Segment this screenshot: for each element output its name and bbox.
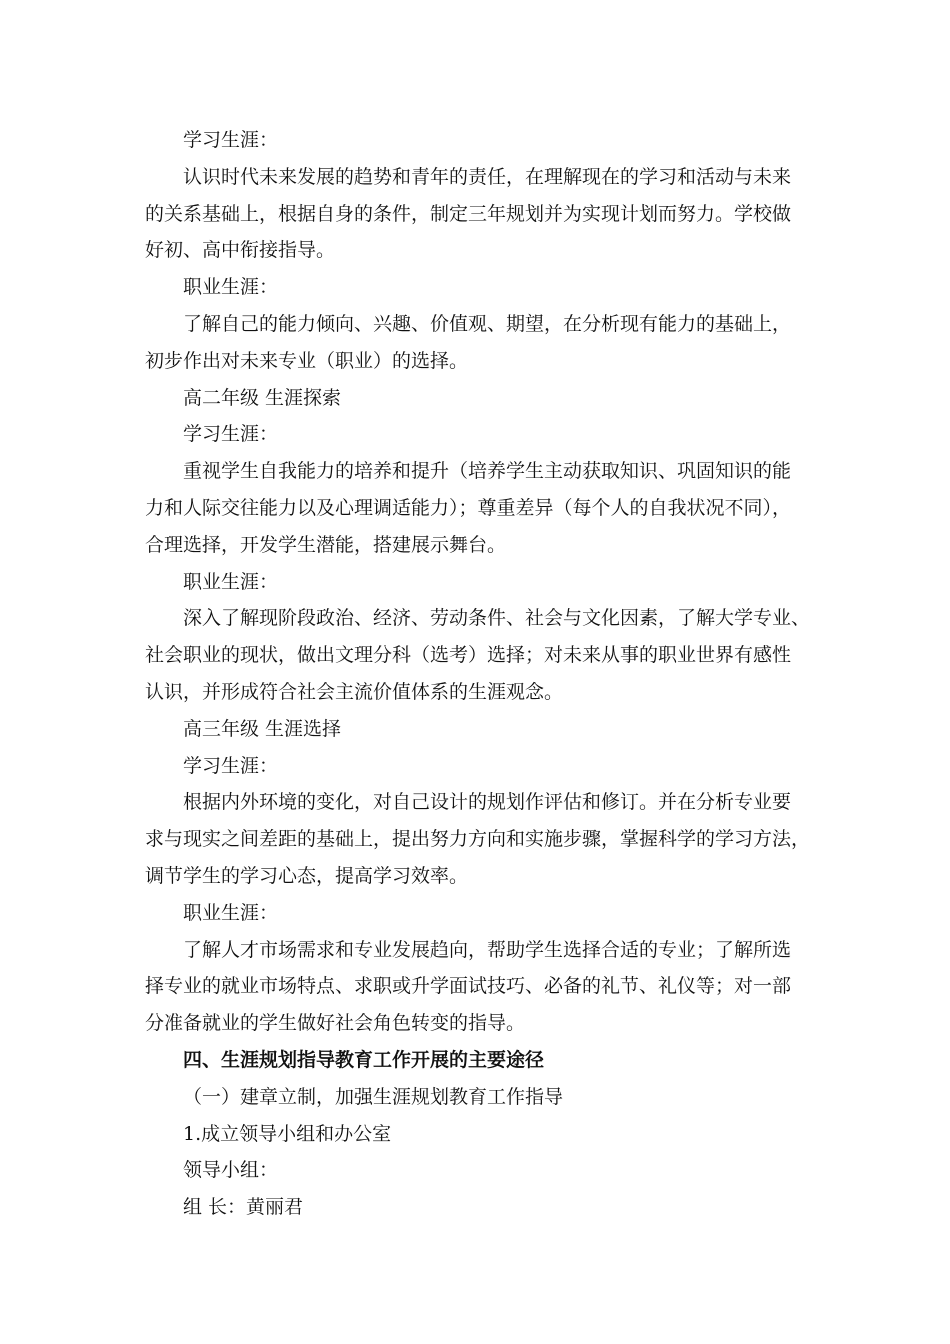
text-line: 学习生涯： xyxy=(183,423,279,446)
text-line: 深入了解现阶段政治、经济、劳动条件、社会与文化因素，了解大学专业、 xyxy=(183,607,811,630)
text-line: 高三年级 生涯选择 xyxy=(183,717,342,740)
text-line: 了解人才市场需求和专业发展趋向，帮助学生选择合适的专业；了解所选 xyxy=(183,938,792,961)
text-line: 了解自己的能力倾向、兴趣、价值观、期望，在分析现有能力的基础上， xyxy=(183,312,792,335)
text-line: 认识，并形成符合社会主流价值体系的生涯观念。 xyxy=(145,680,564,703)
text-line: 求与现实之间差距的基础上，提出努力方向和实施步骤，掌握科学的学习方法， xyxy=(145,828,811,851)
document-body xyxy=(145,122,811,1226)
text-line: 职业生涯： xyxy=(183,276,279,299)
text-line: 学习生涯： xyxy=(183,754,279,777)
text-line: 分准备就业的学生做好社会角色转变的指导。 xyxy=(145,1012,526,1035)
text-line: 职业生涯： xyxy=(183,901,279,924)
text-line: 职业生涯： xyxy=(183,570,279,593)
text-line: 好初、高中衔接指导。 xyxy=(145,239,336,262)
text-line: 认识时代未来发展的趋势和青年的责任，在理解现在的学习和活动与未来 xyxy=(183,165,792,188)
section-heading: 四、生涯规划指导教育工作开展的主要途径 xyxy=(183,1048,545,1071)
text-line: 的关系基础上，根据自身的条件，制定三年规划并为实现计划而努力。学校做 xyxy=(145,202,792,225)
text-line: 合理选择，开发学生潜能，搭建展示舞台。 xyxy=(145,533,507,556)
text-line: 社会职业的现状，做出文理分科（选考）选择；对未来从事的职业世界有感性 xyxy=(145,644,792,667)
text-line: 择专业的就业市场特点、求职或升学面试技巧、必备的礼节、礼仪等；对一部 xyxy=(145,975,792,998)
text-line: 力和人际交往能力以及心理调适能力）；尊重差异（每个人的自我状况不同）， xyxy=(145,496,792,519)
text-line: 根据内外环境的变化，对自己设计的规划作评估和修订。并在分析专业要 xyxy=(183,791,792,814)
text-line: 高二年级 生涯探索 xyxy=(183,386,342,409)
text-line: 初步作出对未来专业（职业）的选择。 xyxy=(145,349,469,372)
text-line: 领导小组： xyxy=(183,1159,279,1182)
text-line: 学习生涯： xyxy=(183,129,279,151)
text-line: 1.成立领导小组和办公室 xyxy=(183,1122,392,1145)
text-line: 组 长：黄丽君 xyxy=(183,1196,304,1219)
text-line: （一）建章立制，加强生涯规划教育工作指导 xyxy=(183,1085,564,1108)
text-line: 重视学生自我能力的培养和提升（培养学生主动获取知识、巩固知识的能 xyxy=(183,460,792,483)
text-line: 调节学生的学习心态，提高学习效率。 xyxy=(145,864,469,887)
